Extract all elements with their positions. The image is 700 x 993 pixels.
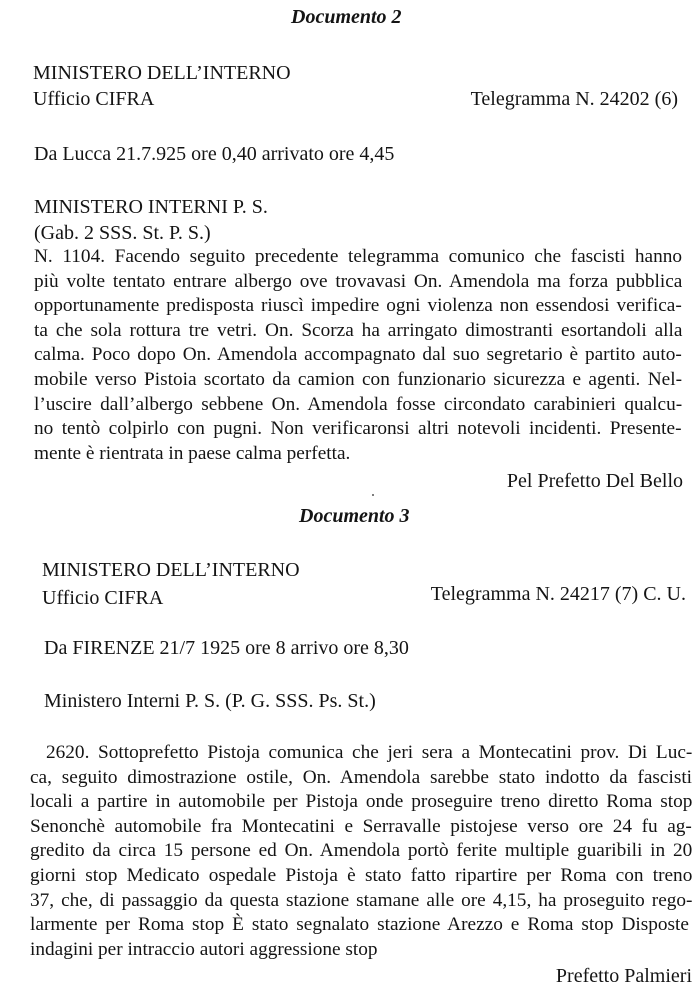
doc2-body-line: mobile verso Pistoia scortato da camion con funzionario sicurezza e agenti. Nel-	[34, 368, 682, 390]
doc3-body-line: Senonchè automobile fra Montecatini e Serravalle pistojese verso ore 24 fu ag-	[30, 815, 692, 837]
doc3-body-line: giorni stop Medicato ospedale Pistoja è stato fatto ripartire per Roma con treno	[30, 864, 693, 886]
doc3-body	[30, 741, 692, 962]
doc3-body-line: ca, seguito dimostrazione ostile, On. Amendola sarebbe stato indotto da fascisti	[30, 766, 693, 788]
scan-speck	[372, 494, 374, 496]
doc3-addressee: Ministero Interni P. S. (P. G. SSS. Ps. St.)	[44, 690, 376, 712]
doc2-origin: Da Lucca 21.7.925 ore 0,40 arrivato ore 4,45	[34, 143, 395, 165]
doc2-body-line: ta che sola rottura tre vetri. On. Scorza ha arringato dimostranti esortandoli alla	[34, 319, 683, 341]
doc2-addressee: MINISTERO INTERNI P. S.	[34, 196, 268, 218]
doc2-body-line: l’uscire dall’albergo sebbene On. Amendola fosse circondato carabinieri qualcu-	[34, 393, 683, 415]
doc3-heading: Documento 3	[299, 505, 410, 527]
doc2-body	[34, 245, 682, 466]
doc3-signature: Prefetto Palmieri	[555, 965, 692, 987]
doc3-body-line: locali a partire in automobile per Pistoja onde proseguire treno diretto Roma stop	[30, 791, 693, 813]
doc3-ministry: MINISTERO DELL’INTERNO	[42, 559, 300, 581]
doc2-body-line: N. 1104. Facendo seguito precedente telegramma comunico che fascisti hanno	[34, 246, 682, 267]
doc3-body-line: 2620. Sottoprefetto Pistoja comunica che jeri sera a Montecatini prov. Di Luc-	[46, 742, 693, 763]
doc2-ministry: MINISTERO DELL’INTERNO	[33, 62, 291, 84]
doc2-body-line: più volte tentato entrare albergo ove trovavasi On. Amendola ma forza pubblica	[34, 270, 683, 292]
doc3-body-line: larmente per Roma stop È stato segnalato stazione Arezzo e Roma stop Disposte	[30, 914, 689, 936]
doc2-telegram-number: Telegramma N. 24202 (6)	[470, 88, 678, 110]
doc3-telegram-number: Telegramma N. 24217 (7) C. U.	[430, 583, 686, 605]
doc3-body-line: gredito da circa 15 persone ed On. Amendola portò ferite multiple guaribili in 20	[30, 840, 693, 862]
doc2-body-line: no tentò colpirlo con pugni. Non verificaronsi altri notevoli incidenti. Presente-	[34, 418, 682, 440]
doc3-office: Ufficio CIFRA	[42, 587, 164, 609]
doc2-body-line: opportunamente predisposta riuscì impedire ogni violenza non essendosi verifica-	[34, 295, 682, 317]
doc2-addressee-sub: (Gab. 2 SSS. St. P. S.)	[34, 222, 211, 244]
doc2-body-line: mente è rientrata in paese calma perfetta.	[34, 442, 351, 464]
doc3-body-line: indagini per intraccio autori aggressione stop	[30, 938, 378, 960]
doc2-office: Ufficio CIFRA	[33, 88, 155, 110]
doc3-origin: Da FIRENZE 21/7 1925 ore 8 arrivo ore 8,30	[44, 637, 409, 659]
doc3-body-line: 37, che, di passaggio da questa stazione stamane alle ore 4,15, ha proseguito rego-	[30, 889, 693, 911]
doc2-heading: Documento 2	[291, 6, 402, 28]
doc2-body-line: calma. Poco dopo On. Amendola accompagnato dal suo segretario è partito auto-	[34, 344, 682, 366]
doc2-signature: Pel Prefetto Del Bello	[506, 470, 683, 492]
